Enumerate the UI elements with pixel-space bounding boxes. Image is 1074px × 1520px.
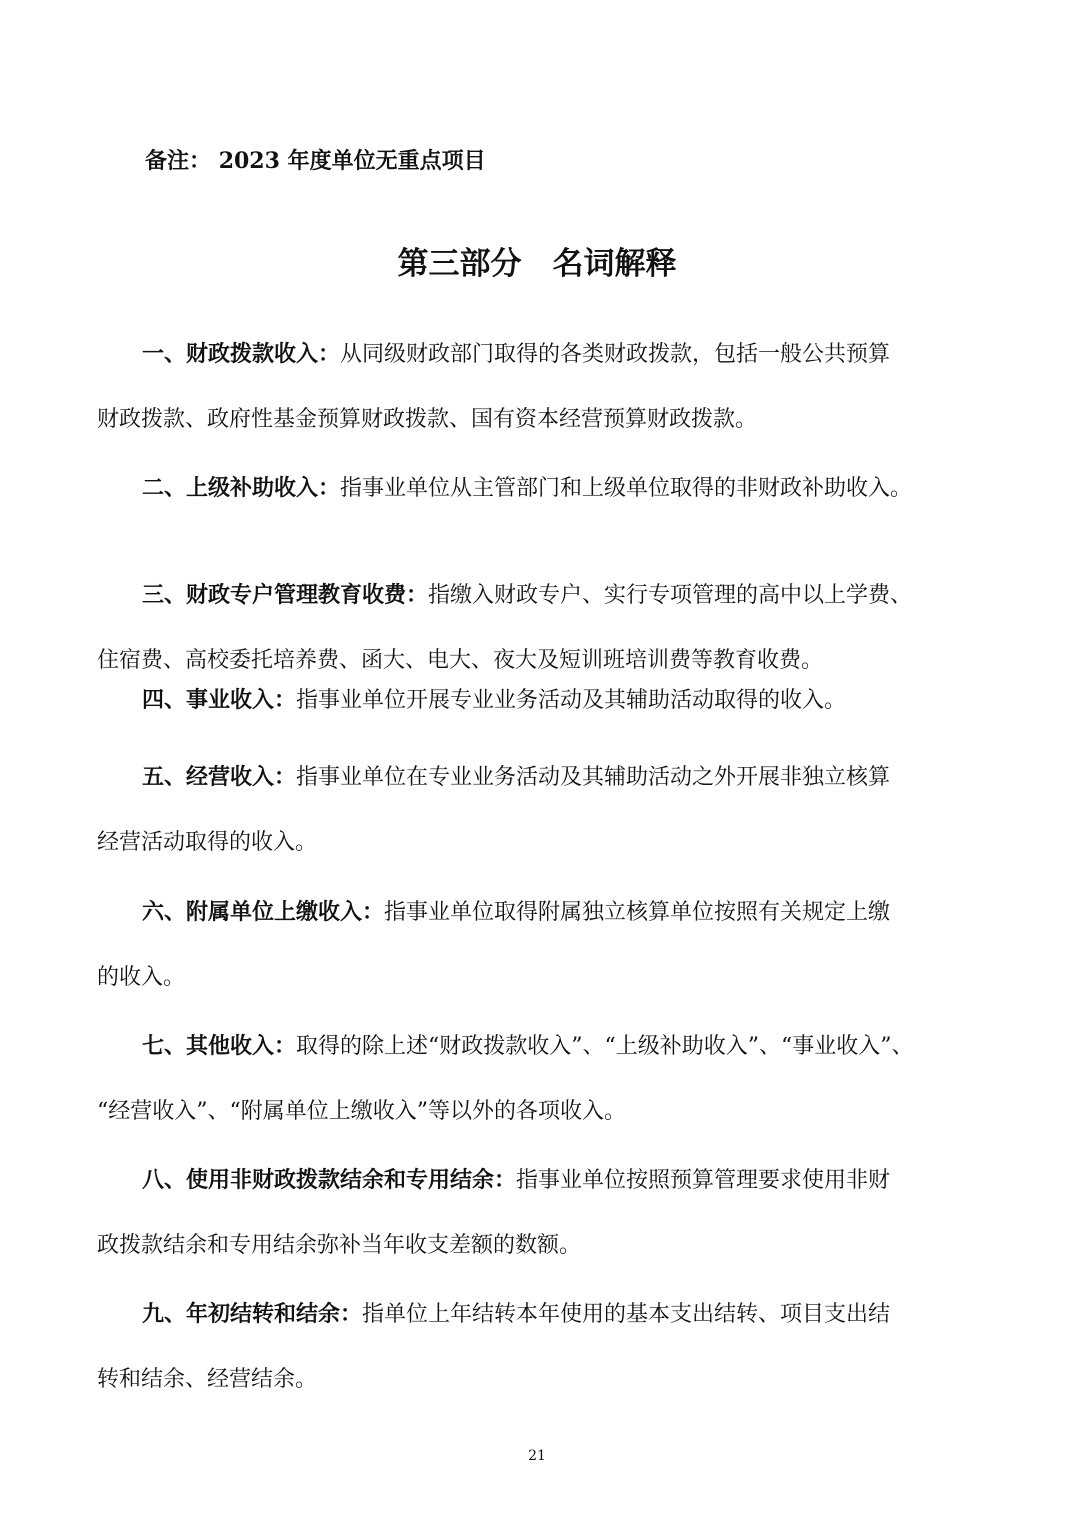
definition-text: 指事业单位取得附属独立核算单位按照有关规定上缴 bbox=[384, 900, 891, 925]
definition-text: 指事业单位在专业业务活动及其辅助活动之外开展非独立核算 bbox=[296, 765, 891, 790]
definition-text: 指事业单位从主管部门和上级单位取得的非财政补助收入。 bbox=[340, 476, 913, 501]
definition-text: 从同级财政部门取得的各类财政拨款，包括一般公共预算 bbox=[340, 342, 891, 367]
page-number: 21 bbox=[528, 1448, 546, 1464]
definition-item bbox=[97, 322, 977, 452]
definition-item bbox=[97, 456, 977, 521]
definition-text-cont: 财政拨款、政府性基金预算财政拨款、国有资本经营预算财政拨款。 bbox=[97, 407, 758, 432]
definition-term: 三、财政专户管理教育收费： bbox=[142, 582, 429, 608]
note-text: 2023 年度单位无重点项目 bbox=[218, 148, 486, 174]
definition-term: 五、经营收入： bbox=[142, 764, 297, 790]
definition-text: 指事业单位按照预算管理要求使用非财 bbox=[516, 1168, 891, 1193]
note bbox=[145, 144, 486, 175]
definition-text-cont: 转和结余、经营结余。 bbox=[97, 1367, 318, 1392]
definition-term: 一、财政拨款收入： bbox=[142, 341, 341, 367]
definition-term: 二、上级补助收入： bbox=[142, 475, 341, 501]
definition-text: 指事业单位开展专业业务活动及其辅助活动取得的收入。 bbox=[296, 688, 847, 713]
definition-text-cont: “经营收入”、“附属单位上缴收入”等以外的各项收入。 bbox=[97, 1099, 626, 1124]
definition-term: 四、事业收入： bbox=[142, 687, 297, 713]
definition-text-cont: 的收入。 bbox=[97, 965, 186, 990]
definition-term: 九、年初结转和结余： bbox=[142, 1301, 363, 1327]
definition-item bbox=[97, 668, 977, 733]
definition-text: 指缴入财政专户、实行专项管理的高中以上学费、 bbox=[428, 583, 913, 608]
definition-text-cont: 政拨款结余和专用结余弥补当年收支差额的数额。 bbox=[97, 1233, 582, 1258]
definition-item bbox=[97, 1014, 977, 1144]
definition-text: 指单位上年结转本年使用的基本支出结转、项目支出结 bbox=[362, 1302, 891, 1327]
definition-item bbox=[97, 1282, 977, 1412]
section-title: 第三部分 名词解释 bbox=[397, 246, 677, 282]
definition-item bbox=[97, 880, 977, 1010]
definition-text: 取得的除上述“财政拨款收入”、“上级补助收入”、“事业收入”、 bbox=[296, 1034, 914, 1059]
definition-item bbox=[97, 1148, 977, 1278]
definition-text-cont: 住宿费、高校委托培养费、函大、电大、夜大及短训班培训费等教育收费。 bbox=[97, 648, 824, 673]
definition-term: 六、附属单位上缴收入： bbox=[142, 899, 385, 925]
definition-term: 八、使用非财政拨款结余和专用结余： bbox=[142, 1167, 517, 1193]
note-label: 备注： bbox=[145, 148, 212, 174]
definition-term: 七、其他收入： bbox=[142, 1033, 297, 1059]
definition-item bbox=[97, 745, 977, 875]
definition-text-cont: 经营活动取得的收入。 bbox=[97, 830, 318, 855]
